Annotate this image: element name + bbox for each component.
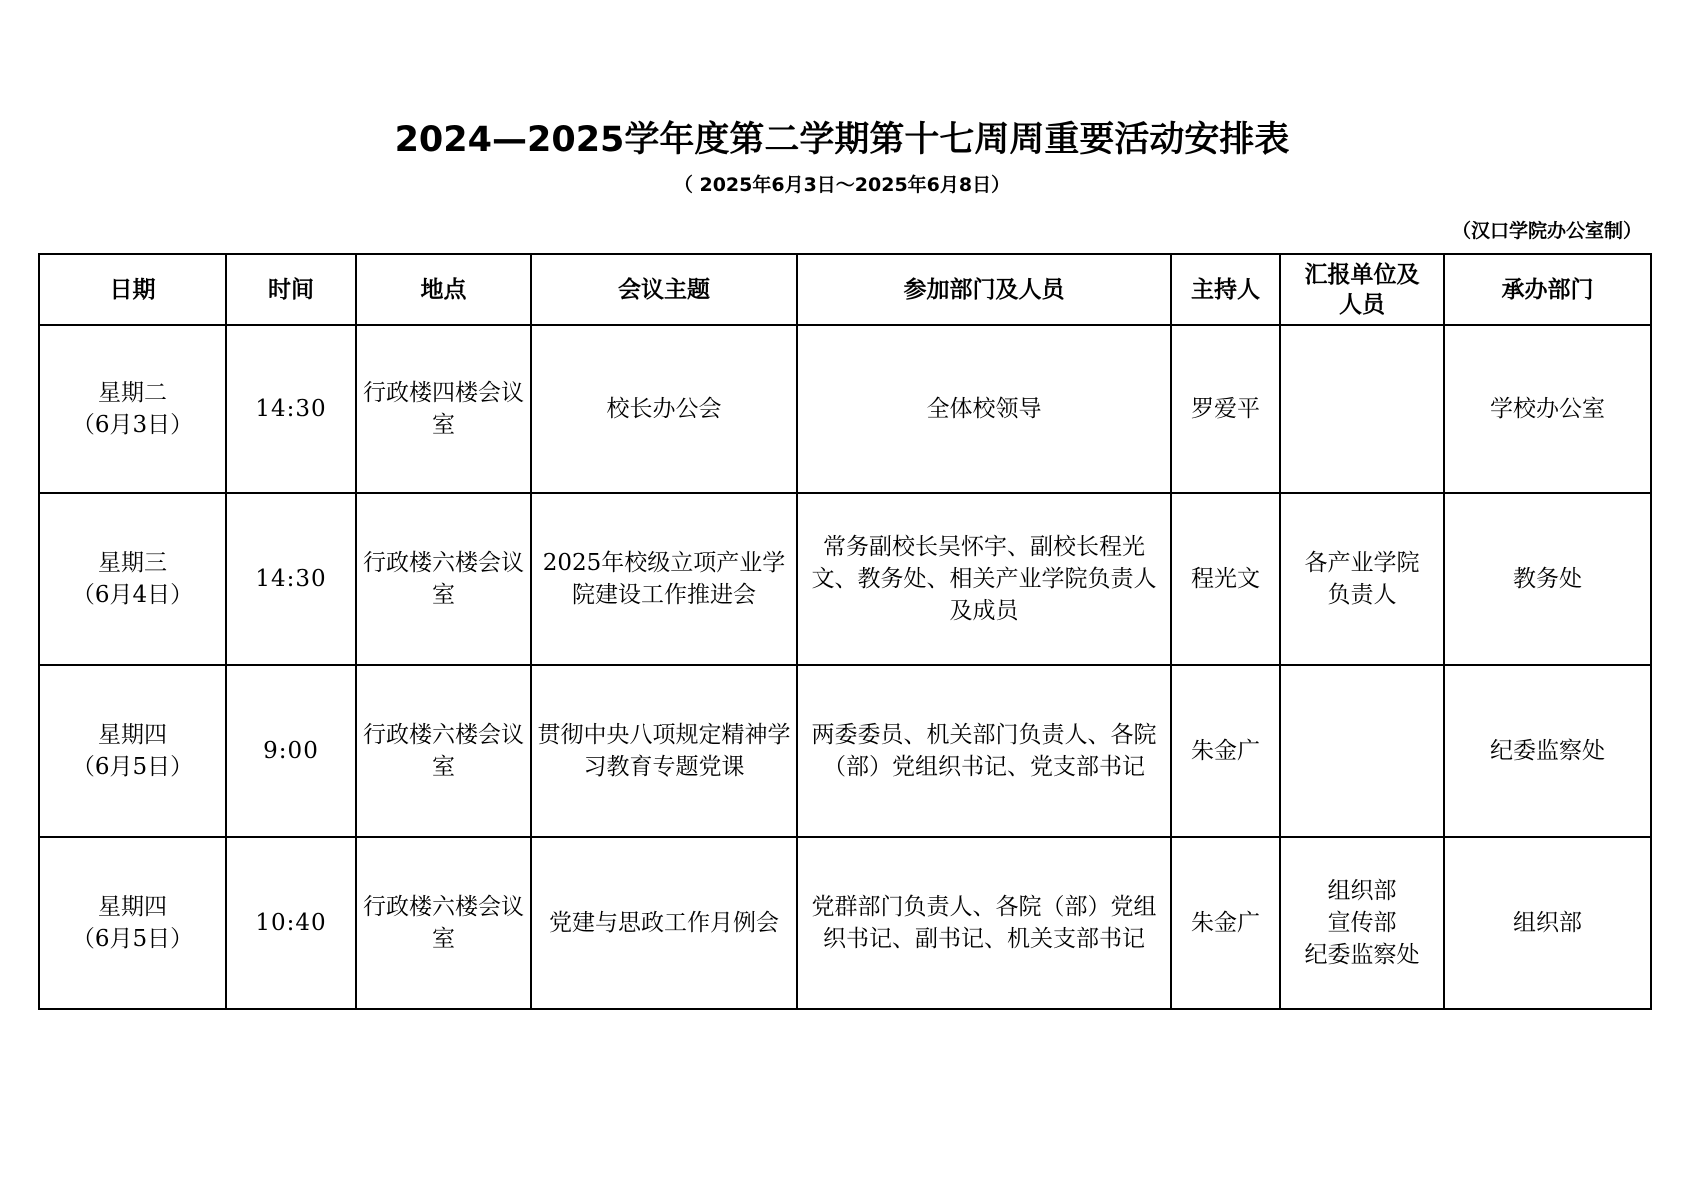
cell-reporter xyxy=(1280,837,1444,1009)
cell-organizer: 纪委监察处 xyxy=(1444,665,1651,837)
cell-time: 10:40 xyxy=(226,837,356,1009)
cell-host: 朱金广 xyxy=(1171,837,1280,1009)
table-row xyxy=(39,325,1651,493)
reporter-line: 各产业学院 xyxy=(1304,550,1420,576)
cell-time: 14:30 xyxy=(226,325,356,493)
table-row xyxy=(39,665,1651,837)
cell-reporter xyxy=(1280,493,1444,665)
date: （6月4日） xyxy=(71,582,194,608)
reporter-line: 纪委监察处 xyxy=(1304,942,1420,968)
header-reporter-line1: 汇报单位及 xyxy=(1304,261,1420,288)
cell-topic: 2025年校级立项产业学院建设工作推进会 xyxy=(531,493,797,665)
header-location: 地点 xyxy=(356,254,531,325)
weekday: 星期四 xyxy=(98,722,167,748)
header-organizer: 承办部门 xyxy=(1444,254,1651,325)
cell-reporter xyxy=(1280,665,1444,837)
schedule-table xyxy=(38,253,1652,1010)
cell-date xyxy=(39,665,226,837)
cell-date xyxy=(39,493,226,665)
header-topic: 会议主题 xyxy=(531,254,797,325)
reporter-line: 组织部 xyxy=(1327,878,1397,904)
cell-topic: 校长办公会 xyxy=(531,325,797,493)
date-range: （ 2025年6月3日～2025年6月8日） xyxy=(673,174,1011,196)
cell-organizer: 教务处 xyxy=(1444,493,1651,665)
cell-host: 程光文 xyxy=(1171,493,1280,665)
header-reporter-line2: 人员 xyxy=(1339,291,1385,318)
header-time: 时间 xyxy=(226,254,356,325)
cell-time: 9:00 xyxy=(226,665,356,837)
header-date: 日期 xyxy=(39,254,226,325)
table-row xyxy=(39,837,1651,1009)
cell-topic: 党建与思政工作月例会 xyxy=(531,837,797,1009)
header-reporter xyxy=(1280,254,1444,325)
issuer-note: （汉口学院办公室制） xyxy=(1451,220,1642,242)
weekday: 星期四 xyxy=(98,894,167,920)
cell-host: 罗爱平 xyxy=(1171,325,1280,493)
cell-organizer: 组织部 xyxy=(1444,837,1651,1009)
cell-organizer: 学校办公室 xyxy=(1444,325,1651,493)
page-title: 2024—2025学年度第二学期第十七周周重要活动安排表 xyxy=(394,120,1290,160)
weekday: 星期三 xyxy=(98,550,167,576)
date: （6月3日） xyxy=(71,412,194,438)
cell-participants: 党群部门负责人、各院（部）党组织书记、副书记、机关支部书记 xyxy=(797,837,1171,1009)
header-row xyxy=(39,254,1651,325)
cell-participants: 常务副校长吴怀宇、副校长程光文、教务处、相关产业学院负责人及成员 xyxy=(797,493,1171,665)
header-host: 主持人 xyxy=(1171,254,1280,325)
cell-topic: 贯彻中央八项规定精神学习教育专题党课 xyxy=(531,665,797,837)
cell-date xyxy=(39,325,226,493)
cell-location: 行政楼六楼会议室 xyxy=(356,665,531,837)
cell-location: 行政楼六楼会议室 xyxy=(356,493,531,665)
cell-location: 行政楼四楼会议室 xyxy=(356,325,531,493)
cell-participants: 全体校领导 xyxy=(797,325,1171,493)
header-participants: 参加部门及人员 xyxy=(797,254,1171,325)
weekday: 星期二 xyxy=(98,380,167,406)
cell-participants: 两委委员、机关部门负责人、各院（部）党组织书记、党支部书记 xyxy=(797,665,1171,837)
table-row xyxy=(39,493,1651,665)
cell-reporter xyxy=(1280,325,1444,493)
date: （6月5日） xyxy=(71,754,194,780)
cell-location: 行政楼六楼会议室 xyxy=(356,837,531,1009)
date: （6月5日） xyxy=(71,926,194,952)
cell-host: 朱金广 xyxy=(1171,665,1280,837)
reporter-line: 宣传部 xyxy=(1327,910,1397,936)
cell-date xyxy=(39,837,226,1009)
cell-time: 14:30 xyxy=(226,493,356,665)
reporter-line: 负责人 xyxy=(1327,582,1397,608)
